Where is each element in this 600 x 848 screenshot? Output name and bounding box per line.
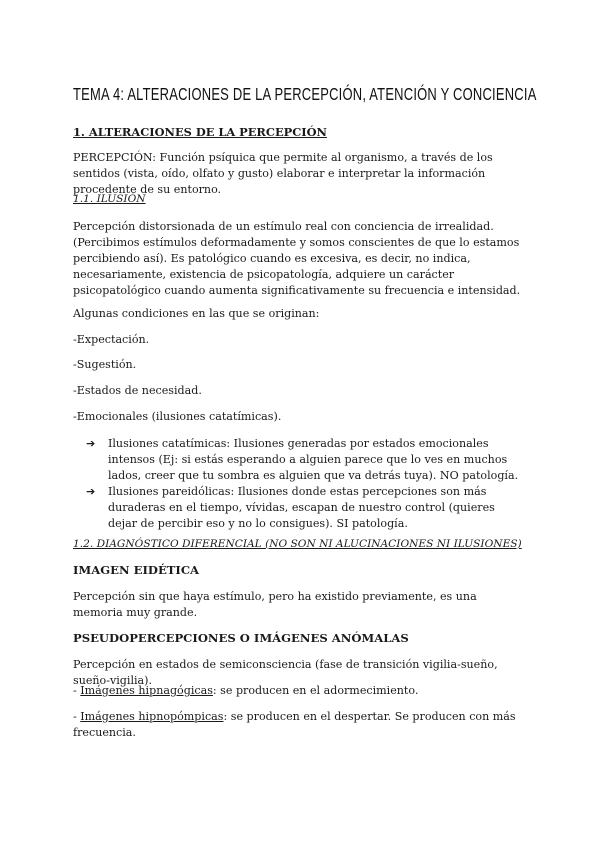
arrow-icon: ➔ [86,485,96,498]
item-description: : se producen en el despertar. Se producen con más frecuencia. [73,710,516,739]
item-prefix: - [73,710,81,723]
bullet-text: Ilusiones pareidólicas: Ilusiones donde estas percepciones son más duraderas en el tiempo, vívidas, escapan de nuestro control (quieres dejar de percibir eso y no lo consigues). SI patología. [108,485,495,530]
list-item-hypnopompic [73,709,525,741]
bullet-pareidolic [86,484,526,532]
term-hypnagogic: Imágenes hipnagógicas [80,684,213,697]
bullet-text: Ilusiones catatímicas: Ilusiones generadas por estados emocionales intensos (Ej: si estás esperando a alguien parece que lo ves en muchos lados, creer que tu sombra es alguien que va detrás tuya). NO patología. [108,437,519,482]
arrow-icon: ➔ [86,437,96,450]
condition-item: -Sugestión. [73,358,137,371]
item-prefix: - [73,684,81,697]
subsection-heading-differential: 1.2. DIAGNÓSTICO DIFERENCIAL (NO SON NI ALUCINACIONES NI ILUSIONES) [73,538,522,550]
illusion-definition: Percepción distorsionada de un estímulo real con conciencia de irrealidad. (Percibimos estímulos deformadamente y somos conscientes de que lo estamos percibiendo así). Es patológico cuando es excesiva, es decir, no indica, necesariamente, existencia de psicopatología, adquiere un carácter psicopatológico cuando aumenta significativamente su frecuencia e intensidad. [73,220,521,297]
subsection-heading-illusion: 1.1. ILUSIÓN [73,193,146,205]
list-item-hypnagogic [73,683,525,699]
eidetic-text: Percepción sin que haya estímulo, pero ha existido previamente, es una memoria muy grande. [73,590,477,619]
heading-eidetic-image: IMAGEN EIDÉTICA [73,563,200,577]
bullet-catathymic [86,436,526,484]
conditions-intro: Algunas condiciones en las que se originan: [73,307,320,320]
illusion-bullet-list [86,436,526,532]
term-hypnopompic: Imágenes hipnopómpicas [80,710,224,723]
heading-pseudoperceptions: PSEUDOPERCEPCIONES O IMÁGENES ANÓMALAS [73,631,409,645]
perception-definition: PERCEPCIÓN: Función psíquica que permite al organismo, a través de los sentidos (vista, oído, olfato y gusto) elaborar e interpretar la información procedente de su entorno. [73,151,493,196]
pseudoperceptions-text: Percepción en estados de semiconsciencia (fase de transición vigilia-sueño, sueño-vigilia). [73,658,498,687]
document-title: TEMA 4: ALTERACIONES DE LA PERCEPCIÓN, ATENCIÓN Y CONCIENCIA [73,84,537,104]
section-heading-perception: 1. ALTERACIONES DE LA PERCEPCIÓN [73,125,327,139]
condition-item: -Emocionales (ilusiones catatímicas). [73,410,282,423]
item-description: : se producen en el adormecimiento. [212,684,419,697]
condition-item: -Expectación. [73,333,150,346]
condition-item: -Estados de necesidad. [73,384,202,397]
